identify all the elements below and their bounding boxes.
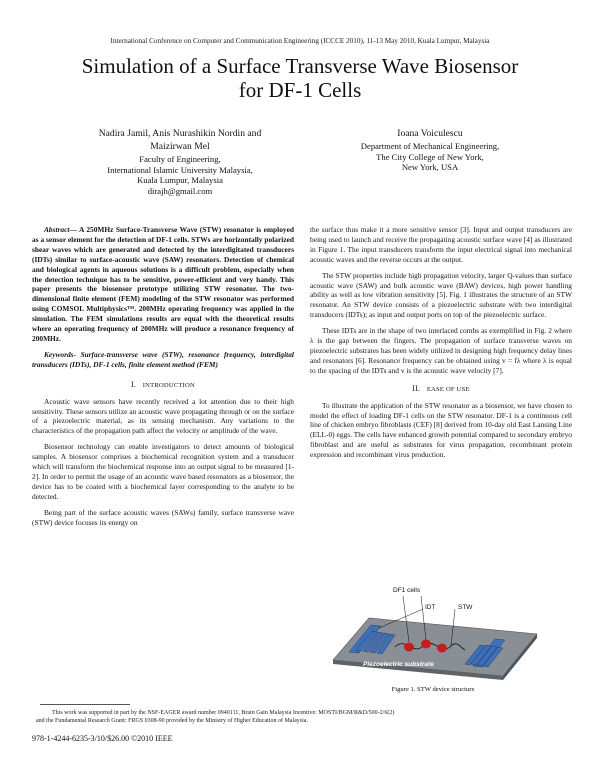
footnote-line: and the Fundamental Research Grant: FRGS 0308-90 provided by the Ministry of Higher Education of Malaysia. bbox=[36, 718, 308, 724]
section-number: II. bbox=[412, 383, 421, 393]
section-heading-ease-of-use bbox=[310, 384, 572, 395]
footnote-divider bbox=[40, 704, 130, 705]
author-names-line-1: Nadira Jamil, Anis Nurashikin Nordin and bbox=[98, 128, 262, 139]
stw-device-diagram bbox=[323, 574, 543, 682]
paragraph: Being part of the surface acoustic waves (SAWs) family, surface transverse wave (STW) device focuses its energy on bbox=[32, 507, 294, 527]
copyright-notice: 978-1-4244-6235-3/10/$26.00 ©2010 IEEE bbox=[32, 734, 173, 743]
section-heading-introduction bbox=[32, 380, 294, 391]
author-email: dirajh@gmail.com bbox=[147, 185, 213, 196]
footnote-line: This work was supported in part by the NSF-EAGER award number 0940111, Brain Gain Malaysia Incentive: MOSTI/BGM/R&D/500-2/6(2) bbox=[52, 710, 395, 716]
paragraph: the surface thus make it a more sensitive sensor [3]. Input and output transducers are being used to launch and receive the propagating acoustic surface wave [4] as illustrated in Figure 1. The input transducers transform the input electrical signal into mechanical acoustic waves and the reverse occurs at the output. bbox=[310, 225, 572, 264]
abstract bbox=[32, 225, 294, 344]
keywords: Keywords- Surface-transverse wave (STW), resonance frequency, interdigital transducers (IDTs), DF-1 cells, finite element method (FEM) bbox=[32, 349, 294, 369]
title-line-1: Simulation of a Surface Transverse Wave Biosensor bbox=[81, 54, 519, 78]
paragraph: Biosensor technology can enable investigators to detect amounts of biological samples. A biosensor comprises a biochemical recognition system and a transducer which will transform the biochemical response into an output signal to be measured [1-2]. In order to permit the usage of an acoustic wave based resonators as a biosensor, the device has to be coated with a biochemical layer corresponding to the analyte to be detected. bbox=[32, 442, 294, 501]
abstract-text: A 250MHz Surface-Transverse Wave (STW) resonator is employed as a sensor element for the detection of DF-1 cells. STWs are horizontally polarized shear waves which are generated and detected by the interdigitated transducers (IDTs) similar to surface-acoustic wave (SAW) resonators. Detection of chemical and biological agents in aqueous solutions is a difficult problem, especially when the detection technique has to be sensitive, power-efficient and very handy. This paper presents the biosensor prototype utilizing STW resonator. The two-dimensional finite element (FEM) modeling of the STW resonator was performed using COMSOL Multiphysics™. 200MHz operating frequency was applied in the simulation. The FEM simulations results are equal with the theoretical results where an operating frequency of 200MHz will produce a resonance frequency of 200MHz. bbox=[32, 225, 294, 343]
label-stw: STW bbox=[458, 604, 473, 611]
author-affiliation: International Islamic University Malaysia, bbox=[107, 164, 253, 175]
author-affiliation: Kuala Lumpur, Malaysia bbox=[137, 175, 223, 186]
paragraph: The STW properties include high propagation velocity, larger Q-values than surface acoustic wave (SAW) and bulk acoustic wave (BAW) devices, high power handling ability as well as low vibration sensitivity [5]. Fig. 1 illustrates the structure of an STW resonator. An STW device consists of a piezoelectric substrate with two interdigital transducers (IDTs); as input and output ports on top of the piezoelectric surface. bbox=[310, 270, 572, 320]
abstract-lead: Abstract— bbox=[44, 225, 77, 234]
author-affiliation: Department of Mechanical Engineering, bbox=[360, 141, 500, 151]
label-substrate: Piezoelectric substrate bbox=[363, 661, 434, 668]
paragraph: These IDTs are in the shape of two interlaced combs as exemplified in Fig. 2 where λ is the gap between the fingers. The propagation of surface transverse waves on piezoelectric substrates has been widely utilized in designing high frequency delay lines and resonators [6]. Resonance frequency can be obtained using v = fλ where λ is equal to the spacing of the IDTs and v is the acoustic wave velocity [7]. bbox=[310, 326, 572, 375]
label-df1-cells: DF1 cells bbox=[393, 587, 421, 594]
section-title: EASE OF USE bbox=[426, 385, 470, 393]
figure-caption: Figure 1. STW device structure bbox=[391, 686, 475, 693]
author-block-left bbox=[60, 128, 300, 196]
author-affiliation: Faculty of Engineering, bbox=[139, 154, 221, 164]
footnote bbox=[36, 709, 576, 725]
section-number: I. bbox=[131, 379, 137, 389]
left-column bbox=[32, 225, 294, 533]
df1-cell bbox=[437, 644, 447, 653]
paragraph: To illustrate the application of the STW resonator as a biosensor, we have chosen to model the effect of loading DF-1 cells on the STW resonator. DF-1 is a continuous cell line of chicken embryo fibroblasts (CEF) [8] derived from 10-day old East Lansing Line (ELL-0) eggs. The cells have enhanced growth potential compared to secondary embryo fibroblast and are useful as substrates for virus propagation, recombinant protein expression and recombinant virus production. bbox=[310, 400, 572, 460]
section-title: INTRODUCTION bbox=[142, 381, 195, 389]
conference-header: International Conference on Computer and Communication Engineering (ICCCE 2010), 11-13 May 2010, Kuala Lumpur, Malaysia bbox=[110, 37, 490, 45]
author-name: Ioana Voiculescu bbox=[397, 128, 463, 139]
stw-device-figure bbox=[323, 574, 543, 682]
author-names-line-2: Maizirwan Mel bbox=[150, 141, 210, 152]
title-line-2: for DF-1 Cells bbox=[238, 78, 362, 102]
label-idt: IDT bbox=[425, 604, 436, 611]
paragraph: Acoustic wave sensors have recently received a lot attention due to their high sensitivity. These sensors utilize an acoustic wave propagating through or on the surface of a piezoelectric material, as its sensing mechanism. Any variations to the characteristics of the propagation path affect the velocity or amplitude of the wave. bbox=[32, 396, 294, 436]
df1-cell bbox=[421, 640, 431, 649]
df1-cell bbox=[404, 643, 414, 652]
paper-title bbox=[40, 54, 560, 102]
author-affiliation: New York, USA bbox=[401, 162, 459, 173]
author-block-right bbox=[330, 128, 530, 173]
author-affiliation: The City College of New York, bbox=[376, 151, 484, 162]
right-column bbox=[310, 225, 572, 466]
